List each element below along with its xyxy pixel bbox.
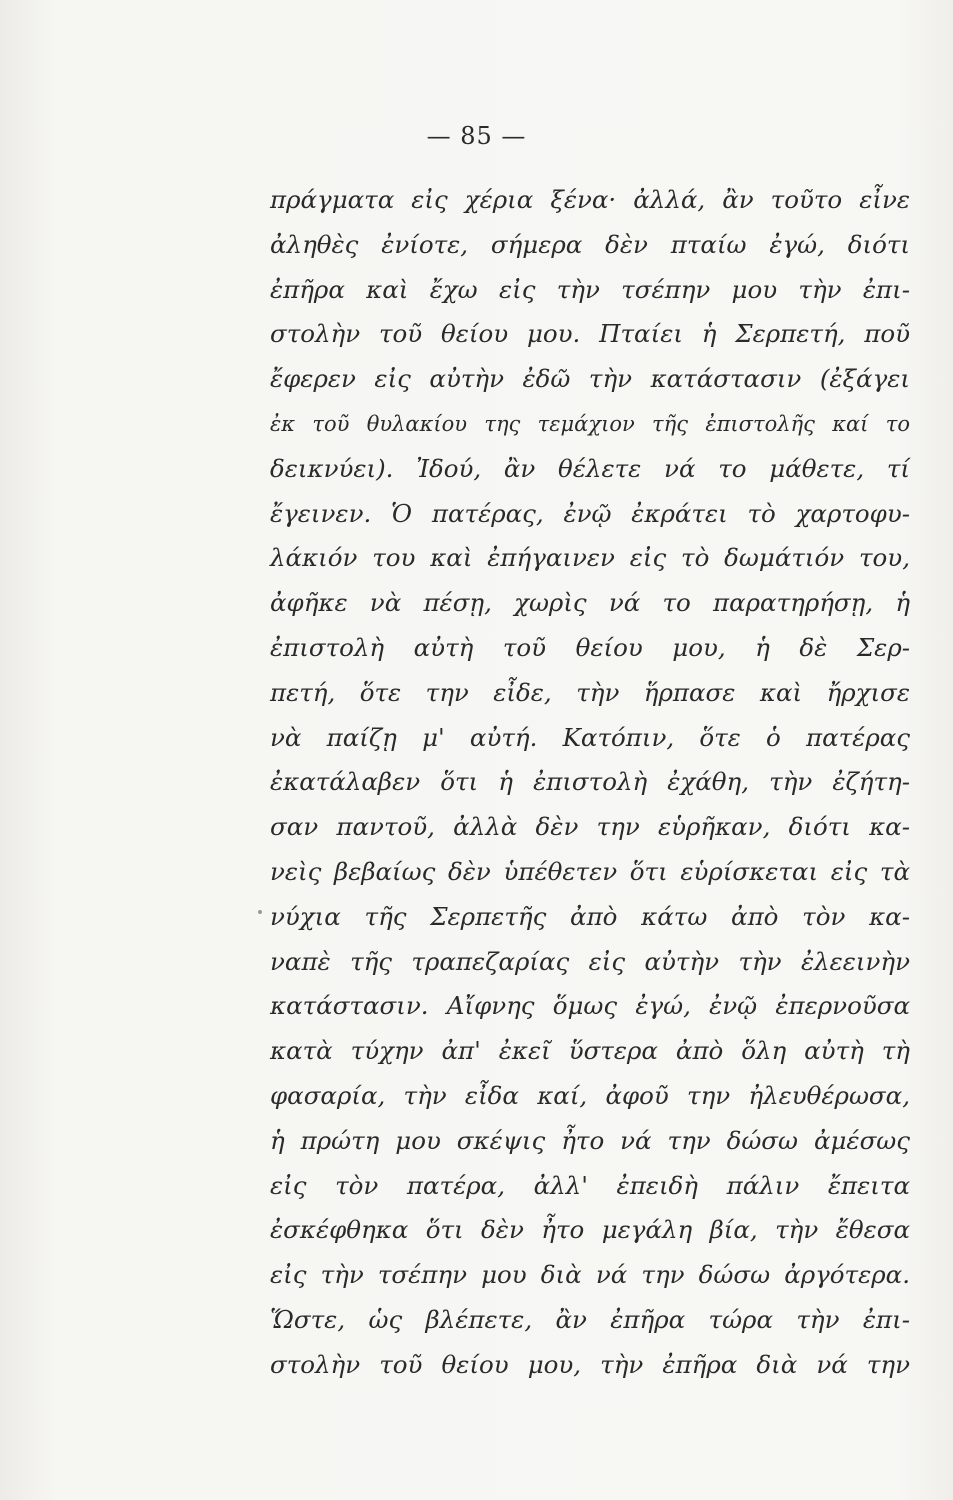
text-line: δεικνύει). Ἰδού, ἂν θέλετε νά το μάθετε, τί (270, 453, 910, 483)
text-line: ἔγεινεν. Ὁ πατέρας, ἐνῷ ἐκράτει τὸ χαρτοφυ- (270, 498, 910, 528)
text-line: Ὥστε, ὡς βλέπετε, ἂν ἐπῆρα τώρα τὴν ἐπι- (270, 1304, 910, 1334)
text-line: ἔφερεν εἰς αὐτὴν ἐδῶ τὴν κατάστασιν (ἐξάγει (270, 364, 910, 394)
text-line: στολὴν τοῦ θείου μου. Πταίει ἡ Σερπετή, ποῦ (270, 319, 910, 349)
text-line: ἐπιστολὴ αὐτὴ τοῦ θείου μου, ἡ δὲ Σερ- (270, 632, 910, 662)
text-line: ἐπῆρα καὶ ἔχω εἰς τὴν τσέπην μου τὴν ἐπι- (270, 274, 910, 304)
text-line: ἐσκέφθηκα ὅτι δὲν ἦτο μεγάλη βία, τὴν ἔθεσα (270, 1215, 910, 1245)
text-line: κατὰ τύχην ἀπ' ἐκεῖ ὕστερα ἀπὸ ὅλη αὐτὴ τὴ (270, 1036, 910, 1066)
text-line: κατάστασιν. Αἴφνης ὅμως ἐγώ, ἐνῷ ἐπερνοῦσα (270, 991, 910, 1021)
text-line: νύχια τῆς Σερπετῆς ἀπὸ κάτω ἀπὸ τὸν κα- (270, 901, 910, 931)
page-number: — 85 — (426, 122, 527, 150)
text-line: εἰς τὴν τσέπην μου διὰ νά την δώσω ἀργότερα. (270, 1260, 910, 1290)
text-line: στολὴν τοῦ θείου μου, τὴν ἐπῆρα διὰ νά την (270, 1349, 910, 1379)
text-line: εἰς τὸν πατέρα, ἀλλ' ἐπειδὴ πάλιν ἔπειτα (270, 1170, 910, 1200)
text-line: ἀληθὲς ἐνίοτε, σήμερα δὲν πταίω ἐγώ, διότι (270, 229, 910, 259)
text-line: λάκιόν του καὶ ἐπήγαινεν εἰς τὸ δωμάτιόν του, (270, 543, 910, 573)
text-line: πράγματα εἰς χέρια ξένα· ἀλλά, ἂν τοῦτο εἶνε (270, 185, 910, 214)
text-line: ἀφῆκε νὰ πέσῃ, χωρὶς νά το παρατηρήσῃ, ἡ (270, 588, 910, 618)
text-line: ἐκατάλαβεν ὅτι ἡ ἐπιστολὴ ἐχάθη, τὴν ἐζήτη- (270, 767, 910, 797)
text-line: ἡ πρώτη μου σκέψις ἦτο νά την δώσω ἀμέσως (270, 1125, 910, 1155)
text-line: νὰ παίζῃ μ' αὐτή. Κατόπιν, ὅτε ὁ πατέρας (270, 722, 910, 752)
text-line: σαν παντοῦ, ἀλλὰ δὲν την εὑρῆκαν, διότι κα- (270, 812, 910, 842)
text-line: ναπὲ τῆς τραπεζαρίας εἰς αὐτὴν τὴν ἐλεεινὴν (270, 946, 910, 976)
text-line: φασαρία, τὴν εἶδα καί, ἀφοῦ την ἠλευθέρωσα, (270, 1080, 910, 1110)
paper-speck (258, 910, 262, 914)
text-line: ἐκ τοῦ θυλακίου της τεμάχιον τῆς ἐπιστολῆς καί το (270, 411, 910, 436)
body-text (270, 178, 910, 1388)
text-line: νεὶς βεβαίως δὲν ὑπέθετεν ὅτι εὑρίσκεται εἰς τὰ (270, 856, 910, 886)
text-line: πετή, ὅτε την εἶδε, τὴν ἥρπασε καὶ ἤρχισε (270, 677, 910, 707)
